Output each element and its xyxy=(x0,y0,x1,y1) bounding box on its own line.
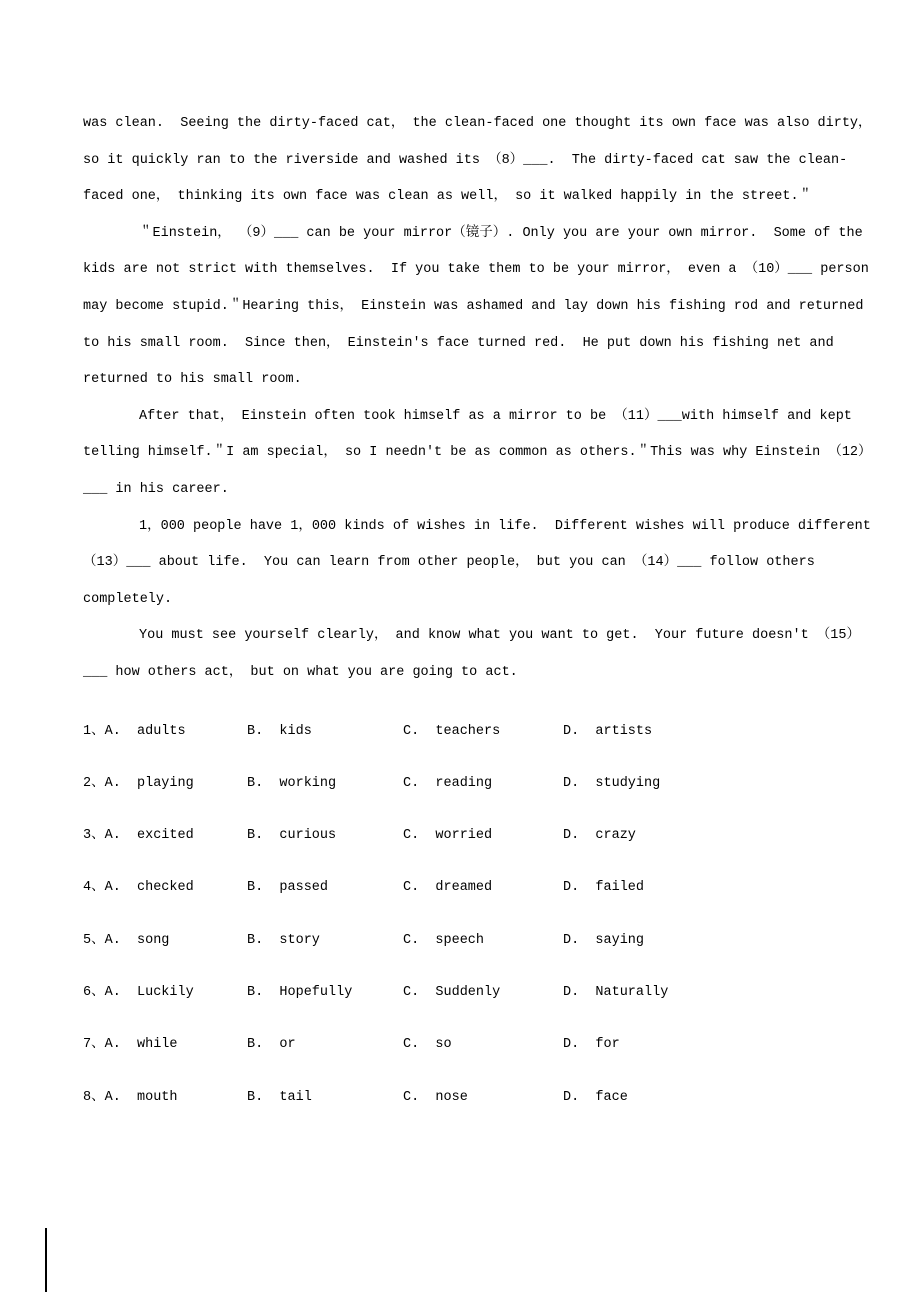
question-option-d: D. artists xyxy=(563,723,653,739)
question-option-c: C. so xyxy=(403,1037,452,1053)
question-row xyxy=(83,862,880,914)
paragraph: After that， Einstein often took himself as a mirror to be （11）___with himself and kept telling himself.＂I am special， so I needn't be as common as others.＂This was why Einstein （12）___ in his career. xyxy=(83,408,872,497)
question-option-c: C. worried xyxy=(403,828,493,844)
question-option-c: C. speech xyxy=(403,932,485,948)
question-number-option-a: 1、A. adults xyxy=(83,723,186,739)
question-option-c: C. reading xyxy=(403,775,493,791)
question-row xyxy=(83,1019,880,1071)
question-option-b: B. Hopefully xyxy=(247,984,353,1000)
question-option-d: D. saying xyxy=(563,932,645,948)
question-number-option-a: 7、A. while xyxy=(83,1037,178,1053)
question-option-d: D. for xyxy=(563,1037,620,1053)
question-number-option-a: 4、A. checked xyxy=(83,880,194,896)
question-row xyxy=(83,706,880,758)
question-option-d: D. crazy xyxy=(563,828,636,844)
paragraph: was clean. Seeing the dirty-faced cat， the clean-faced one thought its own face was also dirty， so it quickly ran to the riverside and washed its （8）___. The dirty-faced cat saw the clean-faced one， thinking its own face was clean as well， so it walked happily in the street.＂ xyxy=(83,116,880,205)
question-number-option-a: 2、A. playing xyxy=(83,775,194,791)
question-number-option-a: 6、A. Luckily xyxy=(83,984,194,1000)
question-option-b: B. passed xyxy=(247,880,329,896)
question-row xyxy=(83,1072,880,1124)
question-option-b: B. working xyxy=(247,775,337,791)
question-option-d: D. failed xyxy=(563,880,645,896)
question-option-c: C. nose xyxy=(403,1089,468,1105)
question-row xyxy=(83,915,880,967)
question-option-c: C. teachers xyxy=(403,723,501,739)
question-option-b: B. story xyxy=(247,932,320,948)
paragraph: You must see yourself clearly， and know what you want to get. Your future doesn't （15）___ how others act， but on what you are going to act. xyxy=(83,628,861,680)
vertical-line-mark xyxy=(45,1228,47,1292)
question-number-option-a: 5、A. song xyxy=(83,932,170,948)
question-option-d: D. studying xyxy=(563,775,661,791)
question-option-c: C. Suddenly xyxy=(403,984,501,1000)
question-option-b: B. tail xyxy=(247,1089,312,1105)
question-option-d: D. Naturally xyxy=(563,984,669,1000)
question-row xyxy=(83,967,880,1019)
paragraph: ＂Einstein， （9）___ can be your mirror（镜子）. Only you are your own mirror. Some of the kids are not strict with themselves. If you take them to be your mirror， even a （10）___ person may become stupid.＂Hearing this， Einstein was ashamed and lay down his fishing rod and returned to his small room. Since then， Einstein's face turned red. He put down his fishing net and returned to his small room. xyxy=(83,225,877,388)
question-number-option-a: 8、A. mouth xyxy=(83,1089,178,1105)
question-option-d: D. face xyxy=(563,1089,628,1105)
question-option-b: B. curious xyxy=(247,828,337,844)
question-row xyxy=(83,810,880,862)
question-option-c: C. dreamed xyxy=(403,880,493,896)
question-row xyxy=(83,758,880,810)
question-option-b: B. or xyxy=(247,1037,296,1053)
question-option-b: B. kids xyxy=(247,723,312,739)
paragraph: 1，000 people have 1，000 kinds of wishes in life. Different wishes will produce different （13）___ about life. You can learn from other people， but you can （14）___ follow others completely. xyxy=(83,518,879,607)
question-list xyxy=(83,706,880,1124)
document-content xyxy=(83,106,880,1124)
question-number-option-a: 3、A. excited xyxy=(83,828,194,844)
